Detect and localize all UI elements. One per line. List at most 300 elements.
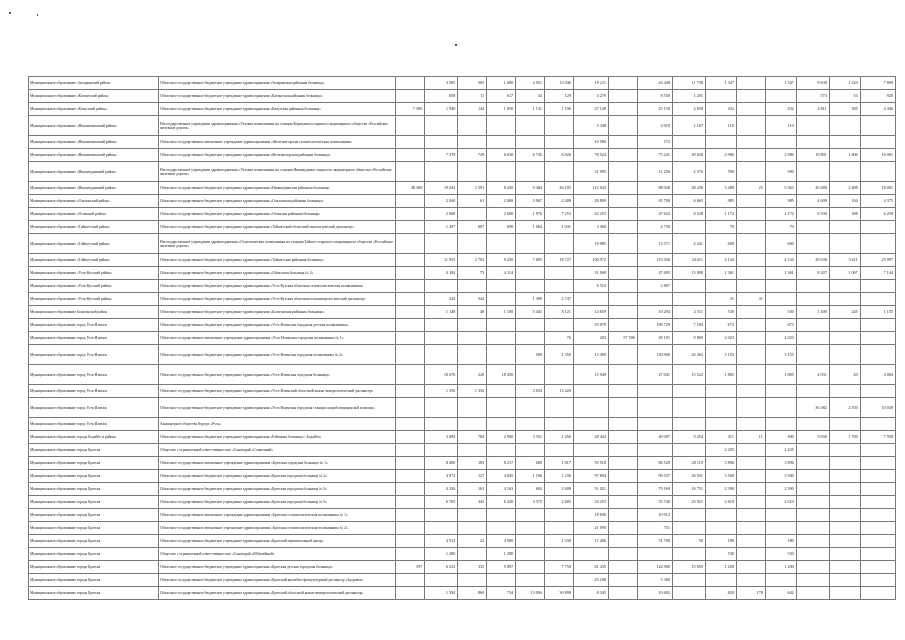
value-cell: 7 805: [516, 254, 545, 267]
organization-cell: Областное государственное бюджетное учреждение здравоохранения «Качугская районная больница»: [159, 103, 396, 116]
value-cell: [672, 385, 705, 398]
value-cell: 6 765: [425, 496, 458, 509]
organization-cell: Областное государственное бюджетное учреждение здравоохранения «Усть-Илимская городская больница»: [159, 365, 396, 385]
value-cell: 20 119: [672, 457, 705, 470]
value-cell: [860, 332, 895, 345]
value-cell: 542: [458, 293, 487, 306]
value-cell: 1 940: [425, 103, 458, 116]
value-cell: [829, 535, 860, 548]
scan-speck: [455, 44, 457, 46]
value-cell: [765, 522, 796, 535]
value-cell: [396, 306, 425, 319]
value-cell: 48: [458, 306, 487, 319]
value-cell: 245: [829, 306, 860, 319]
value-cell: [573, 418, 608, 431]
value-cell: [796, 574, 829, 587]
value-cell: [829, 280, 860, 293]
value-cell: [736, 385, 765, 398]
value-cell: [736, 574, 765, 587]
value-cell: [396, 431, 425, 444]
value-cell: 27 149: [573, 103, 608, 116]
value-cell: [458, 509, 487, 522]
value-cell: 11 256: [637, 162, 672, 182]
value-cell: [396, 90, 425, 103]
municipality-cell: Муниципальное образование город Усть-Илимск: [29, 365, 159, 385]
value-cell: 1 356: [458, 385, 487, 398]
value-cell: 5 348: [573, 116, 608, 136]
value-cell: 20 480: [796, 182, 829, 195]
value-cell: [608, 306, 637, 319]
value-cell: 88 928: [637, 182, 672, 195]
value-cell: [672, 136, 705, 149]
organization-cell: Областное государственное бюджетное учреждение здравоохранения «Тайшетская районная больница»: [159, 254, 396, 267]
value-cell: 75: [458, 267, 487, 280]
value-cell: [608, 103, 637, 116]
value-cell: [425, 116, 458, 136]
value-cell: [736, 162, 765, 182]
value-cell: 20: [829, 365, 860, 385]
value-cell: [458, 345, 487, 365]
value-cell: 42 253: [573, 208, 608, 221]
value-cell: [860, 496, 895, 509]
municipality-cell: Муниципальное образование «Ольхонский район»: [29, 195, 159, 208]
value-cell: [608, 280, 637, 293]
value-cell: [573, 293, 608, 306]
value-cell: [396, 574, 425, 587]
value-cell: 530: [705, 548, 736, 561]
value-cell: 163: [458, 483, 487, 496]
value-cell: [736, 267, 765, 280]
value-cell: 751: [637, 522, 672, 535]
value-cell: 1 280: [425, 548, 458, 561]
value-cell: 7 300: [396, 103, 425, 116]
value-cell: [736, 149, 765, 162]
value-cell: [458, 522, 487, 535]
value-cell: 4 912: [425, 535, 458, 548]
value-cell: [487, 418, 516, 431]
value-cell: 4 375: [860, 195, 895, 208]
value-cell: 1 347: [765, 77, 796, 90]
value-cell: [796, 444, 829, 457]
value-cell: [736, 483, 765, 496]
value-cell: 3 896: [705, 457, 736, 470]
value-cell: 13 571: [637, 234, 672, 254]
value-cell: 2 550: [829, 398, 860, 418]
value-cell: 1 976: [516, 208, 545, 221]
value-cell: 55 079: [573, 319, 608, 332]
organization-cell: Областное государственное бюджетное учреждение здравоохранения «Областная больница № 2»: [159, 267, 396, 280]
municipality-cell: Муниципальное образование города Бодайбо и района: [29, 431, 159, 444]
value-cell: 7 809: [860, 77, 895, 90]
value-cell: 27 041: [637, 365, 672, 385]
value-cell: [736, 365, 765, 385]
value-cell: [396, 195, 425, 208]
table-row: [29, 561, 896, 574]
value-cell: 1 148: [425, 306, 458, 319]
value-cell: 183: [458, 457, 487, 470]
value-cell: [396, 319, 425, 332]
organization-cell: Областное государственное бюджетное учреждение здравоохранения «Катангская районная больница»: [159, 90, 396, 103]
value-cell: [860, 280, 895, 293]
value-cell: [736, 254, 765, 267]
value-cell: [608, 162, 637, 182]
value-cell: [396, 136, 425, 149]
value-cell: [516, 535, 545, 548]
municipality-cell: Муниципальное образование города Братска: [29, 496, 159, 509]
value-cell: [396, 267, 425, 280]
value-cell: 607: [458, 221, 487, 234]
value-cell: 4 918: [637, 116, 672, 136]
value-cell: [608, 319, 637, 332]
value-cell: [396, 548, 425, 561]
value-cell: [396, 496, 425, 509]
value-cell: [516, 319, 545, 332]
value-cell: [458, 444, 487, 457]
value-cell: 57 506: [608, 332, 637, 345]
value-cell: 600: [765, 234, 796, 254]
value-cell: 110: [705, 116, 736, 136]
value-cell: [516, 418, 545, 431]
value-cell: 1 186: [516, 470, 545, 483]
value-cell: 1 067: [829, 267, 860, 280]
table-body: [29, 77, 896, 600]
value-cell: [829, 332, 860, 345]
value-cell: 4 031: [796, 365, 829, 385]
value-cell: [860, 561, 895, 574]
table-row: [29, 385, 896, 398]
value-cell: 3 360: [573, 221, 608, 234]
value-cell: 673: [765, 319, 796, 332]
value-cell: [573, 444, 608, 457]
value-cell: 400: [765, 431, 796, 444]
value-cell: [396, 509, 425, 522]
value-cell: [516, 234, 545, 254]
value-cell: [637, 385, 672, 398]
table-row: [29, 267, 896, 280]
value-cell: 8 121: [545, 306, 574, 319]
value-cell: [829, 418, 860, 431]
value-cell: [545, 162, 574, 182]
value-cell: 29 638: [796, 254, 829, 267]
value-cell: [487, 574, 516, 587]
value-cell: [608, 234, 637, 254]
value-cell: [860, 457, 895, 470]
value-cell: 1 591: [458, 182, 487, 195]
value-cell: [425, 345, 458, 365]
value-cell: [608, 136, 637, 149]
value-cell: [458, 574, 487, 587]
organization-cell: Областное государственное бюджетное учреждение здравоохранения «Братская городская больница № 5»: [159, 496, 396, 509]
value-cell: 1 172: [765, 208, 796, 221]
value-cell: [545, 136, 574, 149]
organization-cell: Областное государственное бюджетное учреждение здравоохранения «Усть-Илимская городская поликлиника № 2»: [159, 345, 396, 365]
municipality-cell: Муниципальное образование город Усть-Илимск: [29, 418, 159, 431]
municipality-cell: Муниципальное образование город Усть-Илимск: [29, 385, 159, 398]
municipality-cell: Муниципальное образование «Усть-Кутский район»: [29, 280, 159, 293]
value-cell: 43 448: [637, 77, 672, 90]
value-cell: [736, 332, 765, 345]
value-cell: [829, 574, 860, 587]
table-row: [29, 208, 896, 221]
value-cell: 110: [765, 116, 796, 136]
table-row: [29, 149, 896, 162]
value-cell: 1 700: [829, 431, 860, 444]
value-cell: [458, 332, 487, 345]
value-cell: [736, 496, 765, 509]
value-cell: [396, 345, 425, 365]
table-row: [29, 182, 896, 195]
value-cell: 34: [516, 90, 545, 103]
value-cell: [829, 587, 860, 600]
value-cell: [487, 444, 516, 457]
value-cell: [608, 116, 637, 136]
value-cell: 2 576: [672, 162, 705, 182]
value-cell: 3 155: [705, 345, 736, 365]
value-cell: [396, 535, 425, 548]
organization-cell: Областное государственное бюджетное учреждение здравоохранения «Осинская районная больница»: [159, 208, 396, 221]
table-row: [29, 90, 896, 103]
value-cell: 13 499: [573, 345, 608, 365]
value-cell: 8 345: [573, 587, 608, 600]
value-cell: [608, 221, 637, 234]
table-row: [29, 332, 896, 345]
table-row: [29, 221, 896, 234]
value-cell: 5 563: [765, 182, 796, 195]
value-cell: [672, 509, 705, 522]
value-cell: 1 041: [545, 221, 574, 234]
value-cell: 18 670: [425, 365, 458, 385]
value-cell: [736, 103, 765, 116]
value-cell: [736, 195, 765, 208]
organization-cell: Областное государственное бюджетное учреждение здравоохранения «Усть-Илимская городская детская поликлиника»: [159, 319, 396, 332]
table-row: [29, 280, 896, 293]
municipality-cell: Муниципальное образование город Усть-Илимск: [29, 332, 159, 345]
value-cell: 26 931: [672, 470, 705, 483]
value-cell: [736, 548, 765, 561]
value-cell: 3 500: [765, 470, 796, 483]
value-cell: [487, 293, 516, 306]
value-cell: 1 172: [705, 208, 736, 221]
value-cell: [672, 574, 705, 587]
value-cell: [796, 418, 829, 431]
value-cell: 9 869: [672, 332, 705, 345]
value-cell: 124 900: [637, 561, 672, 574]
value-cell: [860, 444, 895, 457]
value-cell: [829, 470, 860, 483]
table-row: [29, 587, 896, 600]
table-row: [29, 431, 896, 444]
value-cell: 4 609: [796, 195, 829, 208]
value-cell: 680: [516, 457, 545, 470]
value-cell: 2 986: [765, 149, 796, 162]
value-cell: [545, 280, 574, 293]
value-cell: 1 361: [705, 267, 736, 280]
value-cell: 25 997: [860, 254, 895, 267]
organization-cell: Областное государственное бюджетное учреждение здравоохранения «Братский врачебно-физкультурный диспансер «Здоровье»: [159, 574, 396, 587]
value-cell: 178: [736, 587, 765, 600]
value-cell: 1 606: [829, 149, 860, 162]
value-cell: 1 400: [796, 306, 829, 319]
scan-speck: [9, 12, 11, 14]
value-cell: 4 900: [487, 535, 516, 548]
value-cell: [487, 385, 516, 398]
value-cell: 3 351: [516, 431, 545, 444]
value-cell: 22: [458, 535, 487, 548]
value-cell: 3 585: [425, 77, 458, 90]
value-cell: 1 805: [705, 365, 736, 385]
value-cell: 3 611: [829, 254, 860, 267]
value-cell: [608, 574, 637, 587]
value-cell: 1 236: [545, 470, 574, 483]
value-cell: [487, 234, 516, 254]
value-cell: 1 201: [672, 90, 705, 103]
value-cell: 920: [860, 90, 895, 103]
value-cell: 1 347: [705, 77, 736, 90]
value-cell: 7 378: [425, 149, 458, 162]
value-cell: [796, 509, 829, 522]
value-cell: [608, 385, 637, 398]
table-row: [29, 522, 896, 535]
value-cell: [608, 182, 637, 195]
value-cell: [396, 221, 425, 234]
value-cell: 784: [458, 431, 487, 444]
value-cell: [736, 535, 765, 548]
value-cell: [829, 548, 860, 561]
value-cell: [637, 293, 672, 306]
municipality-cell: Муниципальное образование «Нижнеудинский район»: [29, 182, 159, 195]
value-cell: [608, 267, 637, 280]
value-cell: [796, 234, 829, 254]
value-cell: [796, 136, 829, 149]
value-cell: [608, 561, 637, 574]
municipality-cell: Муниципальное образование «Усть-Кутский район»: [29, 267, 159, 280]
value-cell: [765, 398, 796, 418]
value-cell: [545, 365, 574, 385]
value-cell: 6 232: [425, 561, 458, 574]
value-cell: [672, 418, 705, 431]
value-cell: [608, 418, 637, 431]
value-cell: 1 200: [765, 561, 796, 574]
value-cell: 5 489: [705, 182, 736, 195]
value-cell: [608, 90, 637, 103]
municipality-cell: Муниципальное образование города Братска: [29, 574, 159, 587]
value-cell: 45 700: [637, 195, 672, 208]
value-cell: [829, 234, 860, 254]
value-cell: [705, 574, 736, 587]
value-cell: [425, 522, 458, 535]
organization-cell: Общество с ограниченной ответственностью «Санаторий «Солнечный»: [159, 444, 396, 457]
organization-cell: Областное государственное бюджетное учреждение здравоохранения «Усть-Илимская городская станция скорой медицинской помощи»: [159, 398, 396, 418]
value-cell: 7 253: [545, 208, 574, 221]
value-cell: [608, 345, 637, 365]
value-cell: 9 658: [796, 431, 829, 444]
value-cell: 11 955: [425, 254, 458, 267]
table-row: [29, 444, 896, 457]
value-cell: 31: [705, 293, 736, 306]
value-cell: [458, 418, 487, 431]
value-cell: 308: [829, 208, 860, 221]
value-cell: 59 518: [573, 457, 608, 470]
value-cell: 2 040: [425, 195, 458, 208]
value-cell: [458, 234, 487, 254]
value-cell: 860: [458, 587, 487, 600]
value-cell: 129: [545, 90, 574, 103]
value-cell: [487, 116, 516, 136]
value-cell: 23 921: [672, 496, 705, 509]
value-cell: 1 350: [545, 345, 574, 365]
value-cell: [829, 561, 860, 574]
municipality-cell: Муниципальное образование «Заларинский район»: [29, 77, 159, 90]
organization-cell: Областное государственное бюджетное учреждение здравоохранения «Железногорская районная больница»: [159, 149, 396, 162]
table-row: [29, 509, 896, 522]
value-cell: 1 805: [765, 365, 796, 385]
table-row: [29, 162, 896, 182]
value-cell: 1 200: [705, 561, 736, 574]
value-cell: [516, 548, 545, 561]
value-cell: 7 750: [545, 561, 574, 574]
organization-cell: Негосударственное учреждение здравоохранения «Отделенческая поликлиника на станции Тайшет открытого акционерного общества «Российские железные дороги»: [159, 234, 396, 254]
organization-cell: Областное государственное автономное учреждение здравоохранения «Братская стоматологическая поликлиника № 2»: [159, 522, 396, 535]
value-cell: 2 408: [545, 195, 574, 208]
value-cell: [458, 280, 487, 293]
municipality-cell: Муниципальное образование «Осинский район»: [29, 208, 159, 221]
value-cell: 509: [516, 345, 545, 365]
value-cell: 3 896: [765, 457, 796, 470]
value-cell: [736, 457, 765, 470]
municipality-cell: Муниципальное образование «Тайшетский район»: [29, 254, 159, 267]
value-cell: 40 007: [637, 431, 672, 444]
value-cell: [860, 234, 895, 254]
value-cell: 729: [458, 149, 487, 162]
value-cell: 29 191: [637, 332, 672, 345]
value-cell: 21 090: [573, 522, 608, 535]
value-cell: 78 524: [573, 149, 608, 162]
value-cell: [516, 574, 545, 587]
value-cell: 1 361: [765, 267, 796, 280]
value-cell: 13 094: [516, 587, 545, 600]
value-cell: 9 484: [516, 182, 545, 195]
value-cell: [860, 548, 895, 561]
municipality-cell: Муниципальное образование города Братска: [29, 561, 159, 574]
value-cell: [796, 162, 829, 182]
value-cell: [860, 162, 895, 182]
value-cell: [487, 509, 516, 522]
value-cell: [736, 208, 765, 221]
value-cell: 164: [829, 195, 860, 208]
value-cell: 6 530: [796, 208, 829, 221]
value-cell: [637, 444, 672, 457]
value-cell: [736, 116, 765, 136]
value-cell: 4 279: [573, 90, 608, 103]
value-cell: [860, 345, 895, 365]
organization-cell: Акционерное общество Курорт «Русь»: [159, 418, 396, 431]
value-cell: [736, 319, 765, 332]
value-cell: [608, 293, 637, 306]
value-cell: [637, 398, 672, 418]
value-cell: [425, 398, 458, 418]
value-cell: [487, 280, 516, 293]
value-cell: 97 694: [573, 470, 608, 483]
value-cell: 34 611: [672, 254, 705, 267]
value-cell: 3 654: [516, 385, 545, 398]
value-cell: 10 294: [637, 306, 672, 319]
value-cell: 345: [458, 496, 487, 509]
value-cell: 1 220: [829, 77, 860, 90]
value-cell: 15 659: [672, 561, 705, 574]
value-cell: 19 211: [573, 77, 608, 90]
value-cell: [672, 293, 705, 306]
value-cell: [765, 90, 796, 103]
